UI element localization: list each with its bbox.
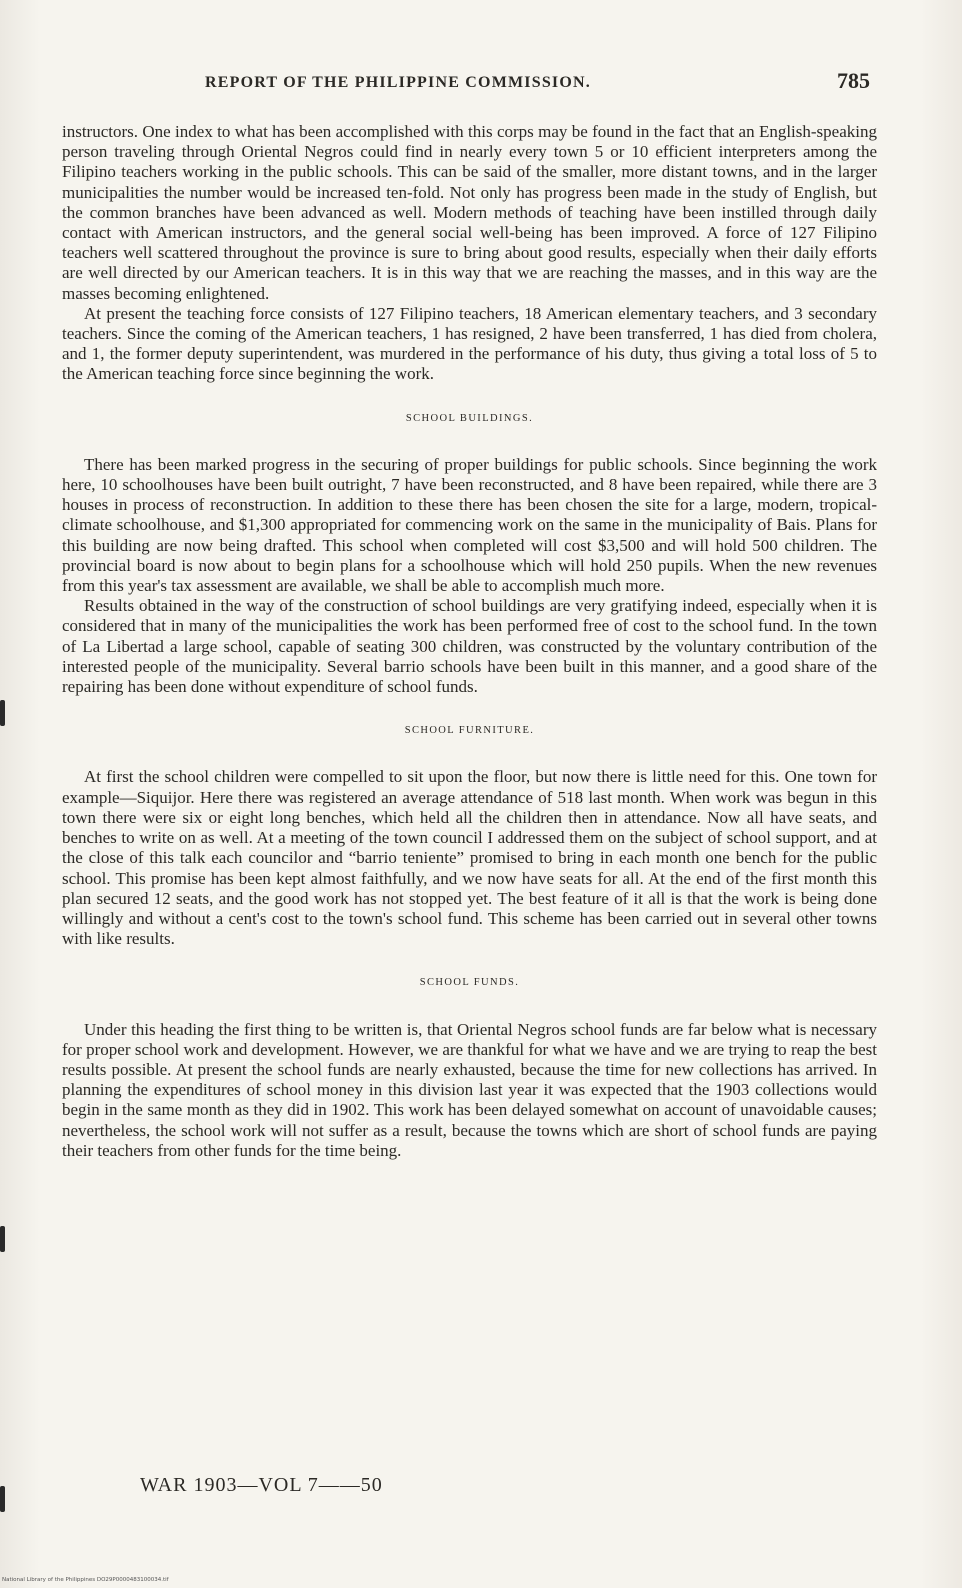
section-heading: SCHOOL BUILDINGS. xyxy=(405,412,534,424)
paragraph: Under this heading the first thing to be written is, that Oriental Negros school funds are far below what is necessary for proper school work and development. However, we are thankful for what we have and we are trying to reap the best results possible. At present the school funds are nearly exhausted, because the time for new collections has arrived. In planning the expenditures of school money in this division last year it was expected that the 1903 collections would begin in the same month as they did in 1902. This work has been delayed somewhat on account of unavoidable causes; nevertheless, the school work will not suffer as a result, because the towns which are short of school funds are paying their teachers from other funds for the time being. xyxy=(62,1019,877,1160)
body-text xyxy=(62,122,877,1161)
page-number: 785 xyxy=(837,68,870,93)
section-heading: SCHOOL FUNDS. xyxy=(419,977,520,989)
paragraph: There has been marked progress in the securing of proper buildings for public schools. Since beginning the work here, 10 schoolhouses have been built outright, 7 have been reconstructed, and 8 have been repaired, while there are 3 houses in process of reconstruction. In addition to these there has been chosen the site for a large, modern, tropical-climate schoolhouse, and $1,300 appropriated for commencing work on the same in the municipality of Bais. Plans for this building are now being drafted. This school when completed will cost $3,500 and will hold 500 children. The provincial board is now about to begin plans for a schoolhouse which will hold 250 pupils. When the new revenues from this year's tax assessment are available, we shall be able to accomplish much more. xyxy=(62,454,877,596)
signature-line: WAR 1903—VOL 7——50 xyxy=(140,1474,383,1496)
running-head: REPORT OF THE PHILIPPINE COMMISSION. xyxy=(205,74,591,91)
binding-mark xyxy=(0,700,5,726)
page-header xyxy=(205,68,870,102)
binding-mark xyxy=(0,1226,5,1252)
binding-mark xyxy=(0,1486,5,1512)
paragraph: At first the school children were compelled to sit upon the floor, but now there is little need for this. One town for example—Siquijor. Here there was registered an average attendance of 518 last month. When work was begun in this town there were six or eight long benches, which held all the children then in attendance. Now all have seats, and benches to write on as well. At a meeting of the town council I addressed them on the subject of school support, and at the close of this talk each councilor and “barrio teniente” promised to bring in each month one bench for the public school. This promise has been kept almost faithfully, and we now have seats for all. At the end of the first month this plan secured 12 seats, and the good work has not stopped yet. The best feature of it all is that the work is being done willingly and without a cent's cost to the town's school fund. This scheme has been carried out in several other towns with like results. xyxy=(62,767,877,949)
paragraph: instructors. One index to what has been accomplished with this corps may be found in the fact that an English-speaking person traveling through Oriental Negros could find in nearly every town 5 or 10 efficient interpreters among the Filipino teachers working in the public schools. This can be said of the smaller, more distant towns, and in the larger municipalities the number would be increased ten-fold. Not only has progress been made in the study of English, but the common branches have been advanced as well. Modern methods of teaching have been instilled through daily contact with American instructors, and the general social well-being has been improved. A force of 127 Filipino teachers well scattered throughout the province is sure to bring about good results, especially when their daily efforts are well directed by our American teachers. It is in this way that we are reaching the masses, and in this way are the masses becoming enlightened. xyxy=(62,122,877,303)
paragraph: At present the teaching force consists of 127 Filipino teachers, 18 American elementary teachers, and 3 secondary teachers. Since the coming of the American teachers, 1 has resigned, 2 have been transferred, 1 has died from cholera, and 1, the former deputy superintendent, was murdered in the performance of his duty, thus giving a total loss of 5 to the American teaching force since beginning the work. xyxy=(62,303,877,384)
paragraph: Results obtained in the way of the construction of school buildings are very gratifying indeed, especially when it is considered that in many of the municipalities the work has been performed free of cost to the school fund. In the town of La Libertad a large school, capable of seating 300 children, was constructed by the voluntary contribution of the interested people of the municipality. Several barrio schools have been built in this manner, and a good share of the repairing has been done without expenditure of school funds. xyxy=(62,596,877,697)
section-heading: SCHOOL FURNITURE. xyxy=(404,725,535,737)
scan-credit: National Library of the Philippines DO29P0000483100034.tif xyxy=(2,1577,169,1583)
